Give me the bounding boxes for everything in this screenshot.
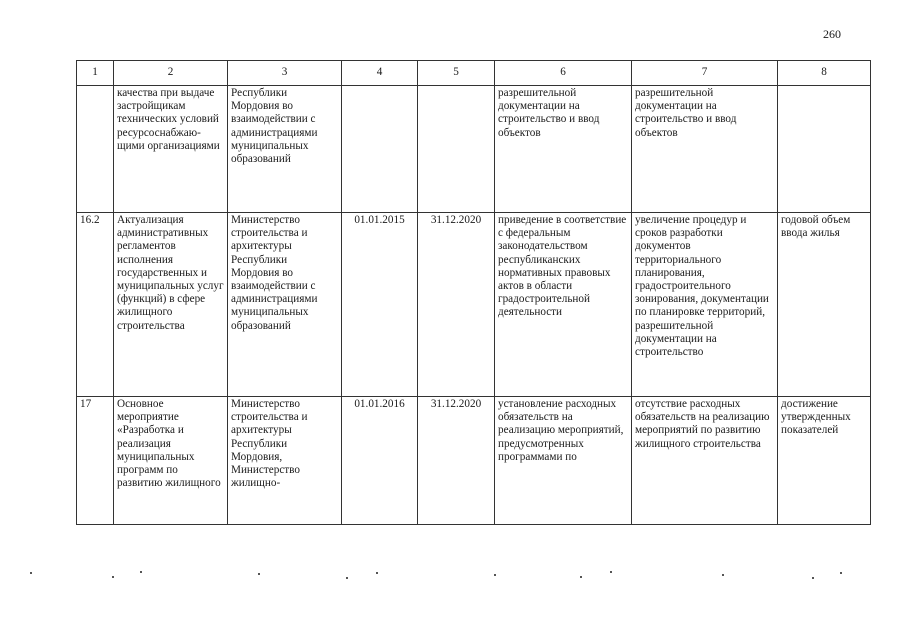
- cell-executor: Министерство строительства и архитектуры Республики Мордовия, Министерство жилищно-: [228, 397, 342, 525]
- column-header: 5: [418, 61, 495, 86]
- scan-speck: [376, 572, 378, 574]
- scan-speck: [30, 572, 32, 574]
- scan-artifacts: [0, 570, 905, 590]
- column-header: 8: [778, 61, 871, 86]
- scan-speck: [722, 574, 724, 576]
- scan-speck: [112, 576, 114, 578]
- cell-start-date: 01.01.2015: [342, 213, 418, 397]
- table-header-row: [77, 61, 871, 86]
- page-number: 260: [823, 27, 841, 41]
- scan-speck: [258, 573, 260, 575]
- cell-measure-name: качества при выдаче застройщикам технических условий ресурсоснабжаю-щими организациями: [114, 86, 228, 213]
- cell-indicator: [778, 86, 871, 213]
- cell-indicator: достижение утвержденных показателей: [778, 397, 871, 525]
- scan-speck: [346, 577, 348, 579]
- cell-expected-result: разрешительной документации на строительство и ввод объектов: [495, 86, 632, 213]
- cell-measure-name: Актуализация административных регламентов исполнения государственных и муниципальных услуг (функций) в сфере жилищного строительства: [114, 213, 228, 397]
- column-header: 2: [114, 61, 228, 86]
- cell-end-date: 31.12.2020: [418, 213, 495, 397]
- cell-executor: Республики Мордовия во взаимодействии с администрациями муниципальных образований: [228, 86, 342, 213]
- column-header: 4: [342, 61, 418, 86]
- scan-speck: [840, 572, 842, 574]
- table-row: [77, 213, 871, 397]
- column-header: 1: [77, 61, 114, 86]
- table-row: [77, 86, 871, 213]
- cell-number: [77, 86, 114, 213]
- cell-executor: Министерство строительства и архитектуры Республики Мордовия во взаимодействии с администрациями муниципальных образований: [228, 213, 342, 397]
- scan-speck: [140, 571, 142, 573]
- cell-expected-result: установление расходных обязательств на реализацию мероприятий, предусмотренных программами по: [495, 397, 632, 525]
- cell-consequence: увеличение процедур и сроков разработки документов территориального планирования, градостроительного зонирования, документации по планировке территорий, разрешительной документации на строительство: [632, 213, 778, 397]
- scan-speck: [812, 577, 814, 579]
- table-row: [77, 397, 871, 525]
- scan-speck: [580, 576, 582, 578]
- cell-start-date: 01.01.2016: [342, 397, 418, 525]
- cell-number: 16.2: [77, 213, 114, 397]
- cell-end-date: 31.12.2020: [418, 397, 495, 525]
- scan-speck: [494, 574, 496, 576]
- cell-consequence: отсутствие расходных обязательств на реализацию мероприятий по развитию жилищного строительства: [632, 397, 778, 525]
- cell-measure-name: Основное мероприятие «Разработка и реализация муниципальных программ по развитию жилищного: [114, 397, 228, 525]
- column-header: 3: [228, 61, 342, 86]
- cell-consequence: разрешительной документации на строительство и ввод объектов: [632, 86, 778, 213]
- cell-number: 17: [77, 397, 114, 525]
- cell-indicator: годовой объем ввода жилья: [778, 213, 871, 397]
- cell-end-date: [418, 86, 495, 213]
- cell-expected-result: приведение в соответствие с федеральным законодательством республиканских нормативных правовых актов в области градостроительной деятельности: [495, 213, 632, 397]
- scan-speck: [610, 571, 612, 573]
- data-table: [76, 60, 871, 525]
- column-header: 7: [632, 61, 778, 86]
- column-header: 6: [495, 61, 632, 86]
- cell-start-date: [342, 86, 418, 213]
